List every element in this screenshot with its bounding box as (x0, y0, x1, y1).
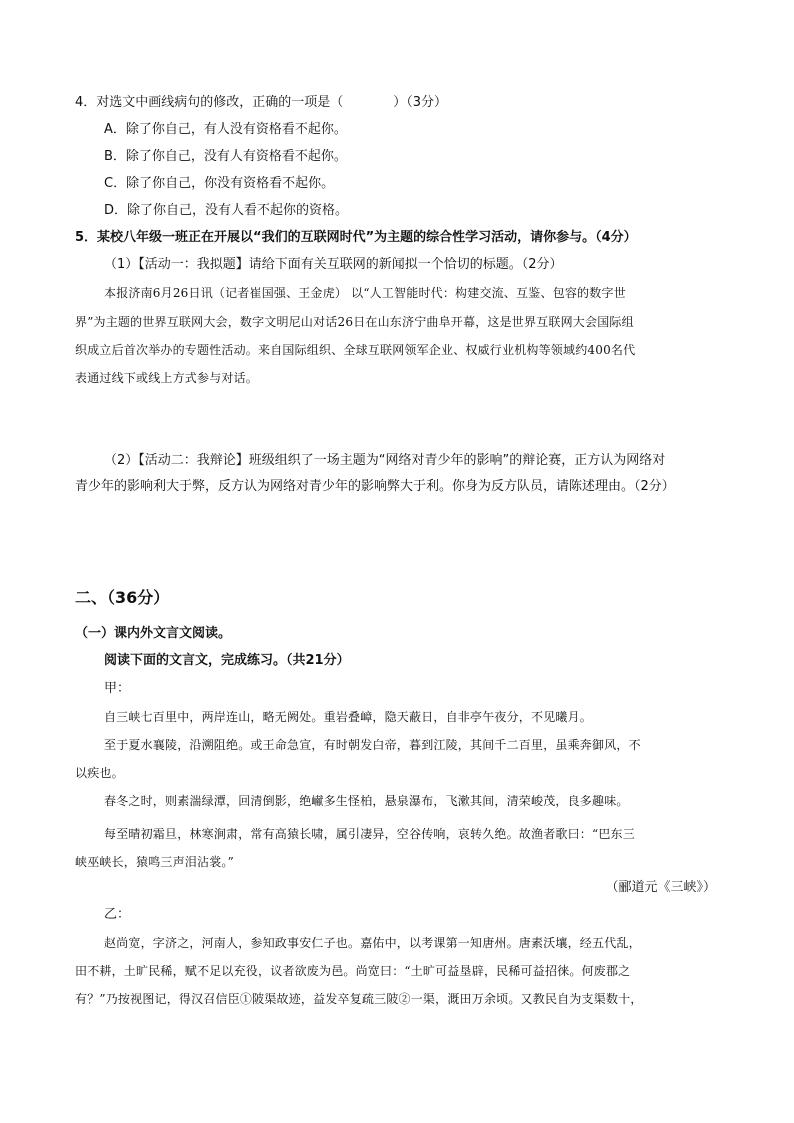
subsection-heading: （一）课内外文言文阅读。 (75, 626, 232, 641)
section-heading: 二、（36分） (75, 588, 170, 607)
news-line: 本报济南6月26日讯（记者崔国强、王金虎） 以“人工智能时代：构建交流、互鉴、包容的数字世 (104, 286, 626, 300)
news-line: 织成立后首次举办的专题性活动。来自国际组织、全球互联网领军企业、权威行业机构等领域约400名代 (75, 343, 636, 357)
passage-jia-line: 至于夏水襄陵，沿溯阻绝。或王命急宣，有时朝发白帝，暮到江陵，其间千二百里，虽乘奔御风，不 (104, 738, 641, 752)
reading-instruction: 阅读下面的文言文，完成练习。（共21分） (104, 653, 350, 668)
q4-option-c: C．除了你自己，你没有资格看不起你。 (104, 176, 335, 191)
passage-jia-line: 自三峡七百里中，两岸连山，略无阙处。重岩叠嶂，隐天蔽日，自非亭午夜分，不见曦月。 (104, 710, 593, 724)
q4-stem (75, 94, 447, 112)
passage-yi-line: 田不耕，土旷民稀，赋不足以充役，议者欲废为邑。尚宽曰：“土旷可益垦辟，民稀可益招徕。何废郡之 (75, 964, 631, 978)
passage-jia-label: 甲： (104, 681, 131, 696)
passage-jia-line: 峡巫峡长，猿鸣三声泪沾裳。” (75, 855, 234, 869)
passage-yi-line: 赵尚宽，字济之，河南人，参知政事安仁子也。嘉佑中，以考课第一知唐州。唐素沃壤，经五代乱， (104, 936, 641, 950)
news-line: 界”为主题的世界互联网大会，数字文明尼山对话26日在山东济宁曲阜开幕，这是世界互联网大会国际组 (75, 315, 634, 329)
q4-option-a: A．除了你自己，有人没有资格看不起你。 (104, 122, 347, 137)
q4-option-b: B．除了你自己，没有人有资格看不起你。 (104, 149, 347, 164)
passage-jia-line: 以疾也。 (75, 766, 124, 780)
passage-jia-line: 春冬之时，则素湍绿潭，回清倒影，绝𪩘多生怪柏，悬泉瀑布，飞漱其间，清荣峻茂，良多趣味。 (104, 794, 629, 808)
q5-stem: 5．某校八年级一班正在开展以“我们的互联网时代”为主题的综合性学习活动，请你参与。（4分） (75, 230, 637, 245)
source-attribution: （郦道元《三峡》） (605, 880, 716, 895)
q4-stem-text: 4．对选文中画线病句的修改，正确的一项是（ (75, 95, 344, 110)
q5-activity1: （1）【活动一：我拟题】请给下面有关互联网的新闻拟一个恰切的标题。（2分） (104, 257, 563, 272)
q5-activity2-line: （2）【活动二：我辩论】班级组织了一场主题为“网络对青少年的影响”的辩论赛，正方认为网络对 (104, 453, 666, 468)
q4-option-d: D．除了你自己，没有人看不起你的资格。 (104, 203, 349, 218)
passage-jia-line: 每至晴初霜旦，林寒涧肃，常有高猿长啸，属引凄异，空谷传响，哀转久绝。故渔者歌曰：“巴东三 (104, 827, 635, 841)
news-line: 表通过线下或线上方式参与对话。 (75, 371, 259, 385)
q5-activity2-line: 青少年的影响利大于弊，反方认为网络对青少年的影响弊大于利。你身为反方队员，请陈述理由。（2分） (75, 479, 675, 494)
passage-yi-label: 乙： (104, 907, 131, 922)
q4-stem-score: ）（3分） (393, 95, 448, 110)
passage-yi-line: 有？”乃按视图记，得汉召信臣①陂渠故迹，益发卒复疏三陂②一渠，溉田万余顷。又教民自为支渠数十， (75, 992, 643, 1006)
